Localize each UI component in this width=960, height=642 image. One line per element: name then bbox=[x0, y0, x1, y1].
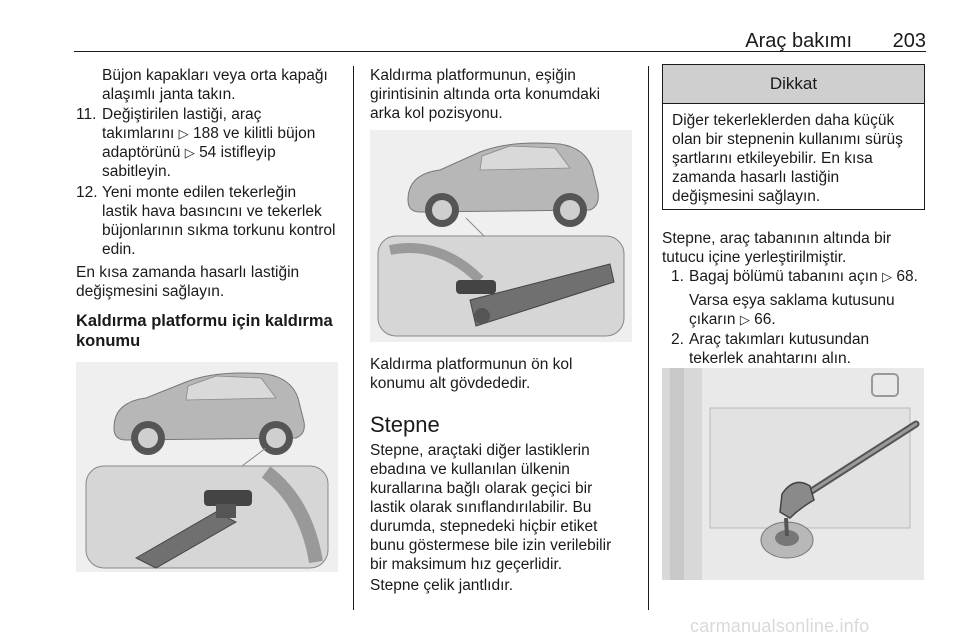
step-11-text: Değiştirilen lastiği, araç takımlarını ▷ 188 ve kilitli büjon adaptörünü ▷ 54 istifleyip sabitleyin. bbox=[102, 106, 316, 180]
paragraph: Stepne çelik jantlıdır. bbox=[370, 577, 514, 594]
step-2-number: 2. bbox=[671, 331, 684, 348]
step-12-number: 12. bbox=[76, 184, 98, 201]
page-reference-arrow-icon: ▷ bbox=[882, 269, 893, 284]
page-reference-arrow-icon: ▷ bbox=[178, 126, 189, 141]
paragraph: En kısa zamanda hasarlı lastiğin değişmesini sağlayın. bbox=[76, 264, 300, 300]
step-11-number: 11. bbox=[76, 106, 97, 123]
caution-title: Dikkat bbox=[663, 65, 924, 104]
header-rule bbox=[74, 51, 926, 52]
page-reference-arrow-icon: ▷ bbox=[184, 145, 195, 160]
step-12-text: Yeni monte edilen tekerleğin lastik hava basıncını ve tekerlek büjonlarının sıkma torkunu kontrol edin. bbox=[102, 184, 336, 258]
section-title: Araç bakımı bbox=[745, 30, 852, 52]
page-reference-arrow-icon: ▷ bbox=[739, 312, 750, 327]
step-2-text: Araç takımları kutusundan tekerlek anahtarını alın. bbox=[689, 331, 870, 367]
intro-text: Kaldırma platformunun, eşiğin girintisinin altında orta konumdaki arka kol pozisyonu. bbox=[370, 67, 601, 122]
column-divider bbox=[353, 66, 354, 610]
step-1-number: 1. bbox=[671, 268, 684, 285]
caution-text: Diğer tekerleklerden daha küçük olan bir stepnenin kullanımı sürüş şartlarını etkileyebilir. En kısa zamanda hasarlı lastiğin değişmesini sağlayın. bbox=[672, 112, 903, 205]
lift-front-arm-illustration bbox=[370, 130, 632, 342]
page-ref-link[interactable]: 188 ve kilitli büjon bbox=[192, 125, 316, 142]
page-ref-link[interactable]: 66. bbox=[754, 311, 776, 328]
wheel-wrench-illustration bbox=[662, 368, 924, 580]
column-divider bbox=[648, 66, 649, 610]
section-heading: Stepne bbox=[370, 412, 440, 437]
caption: Kaldırma platformunun ön kol konumu alt gövdededir. bbox=[370, 356, 573, 392]
page-ref-link[interactable]: 68. bbox=[896, 268, 918, 285]
page-ref-link[interactable]: 54 istifleyip bbox=[199, 144, 276, 161]
wrench-removal-diagram bbox=[662, 368, 924, 580]
watermark: carmanualsonline.info bbox=[690, 616, 870, 636]
lift-rear-arm-illustration bbox=[76, 362, 338, 572]
intro-text: Stepne, araç tabanının altında bir tutucu içine yerleştirilmiştir. bbox=[662, 230, 892, 266]
car-lift-diagram bbox=[76, 362, 338, 572]
page-number: 203 bbox=[892, 30, 926, 52]
step-1-text: Bagaj bölümü tabanını açın ▷ 68. Varsa eşya saklama kutusunu çıkarın ▷ 66. bbox=[689, 268, 918, 328]
continuation-text: Büjon kapakları veya orta kapağı alaşımlı janta takın. bbox=[102, 67, 328, 103]
paragraph: Stepne, araçtaki diğer lastiklerin ebadına ve kullanılan ülkenin kurallarına bağlı olarak geçici bir lastik olarak sınıflandırılabilir. Bu durumda, stepnedeki hiçbir etiket bunu göstermese bile izin verilebilir bir maksimum hız geçerlidir. bbox=[370, 442, 612, 573]
caution-box bbox=[662, 64, 925, 210]
subheading: Kaldırma platformu için kaldırma konumu bbox=[76, 312, 333, 350]
car-lift-diagram bbox=[370, 130, 632, 342]
